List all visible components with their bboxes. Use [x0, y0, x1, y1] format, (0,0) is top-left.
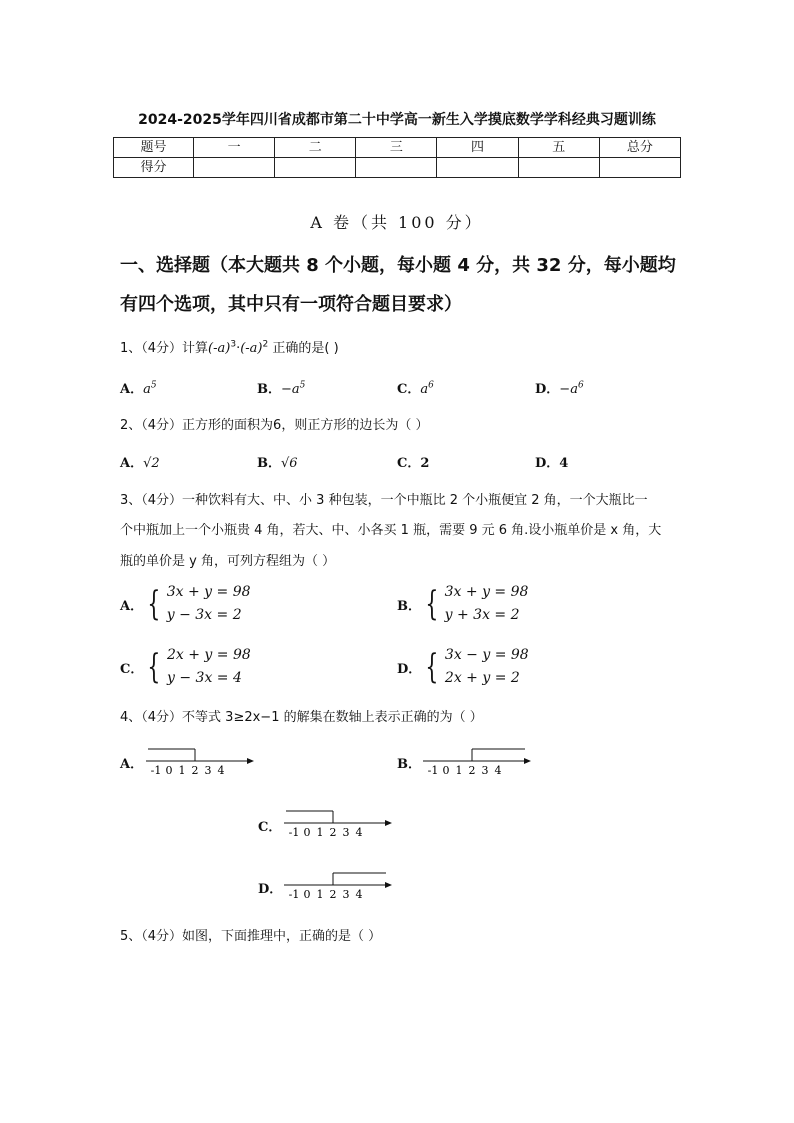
option-label: A． [120, 382, 144, 397]
tick-label: -1 [150, 764, 162, 777]
tick-label: 1 [316, 826, 324, 839]
number-line-svg [282, 806, 402, 840]
equation-1: 2x + y = 98 [167, 647, 251, 663]
question-3-line2: 个中瓶加上一个小瓶贵 4 角，若大、中、小各买 1 瓶，需要 9 元 6 角.设小瓶单价是 x 角，大 [120, 523, 662, 538]
option-value: 4 [559, 456, 569, 471]
q4-option-a-label[interactable]: A． [120, 757, 144, 772]
tick-label: 2 [329, 826, 337, 839]
question-3-line3: 瓶的单价是 y 角，可列方程组为（ ） [120, 554, 336, 569]
q1-suffix: 正确的是( ) [268, 341, 339, 356]
number-line-svg [144, 744, 264, 778]
score-table-header-cell: 四 [437, 138, 518, 158]
question-1 [120, 337, 339, 356]
question-5: 5、（4分）如图，下面推理中，正确的是（ ） [120, 929, 382, 944]
option-base: a [570, 382, 578, 397]
equation-1: 3x + y = 98 [444, 584, 529, 600]
q1-exp-a: 3 [230, 339, 237, 350]
score-table-header-cell: 题号 [114, 138, 194, 158]
tick-label: 2 [329, 888, 337, 901]
document-title: 2024-2025学年四川省成都市第二十中学高一新生入学摸底数学学科经典习题训练 [138, 112, 656, 128]
tick-label: 4 [494, 764, 502, 777]
tick-label: 4 [355, 826, 363, 839]
option-value: √2 [143, 456, 160, 471]
tick-label: 3 [342, 888, 350, 901]
q1-prefix: 1、（4分）计算 [120, 341, 209, 356]
option-base: a [420, 382, 429, 397]
score-cell [518, 158, 599, 178]
tick-label: 1 [316, 888, 324, 901]
q4-number-line-d [282, 868, 402, 906]
score-table-score-row [114, 158, 681, 178]
option-label: D． [535, 382, 560, 397]
tick-label: 0 [165, 764, 173, 777]
q2-option-c[interactable] [397, 452, 429, 471]
tick-label: 0 [303, 888, 311, 901]
option-label: B． [257, 456, 281, 471]
score-cell [599, 158, 680, 178]
option-label: D． [397, 661, 422, 677]
option-label: A． [120, 456, 144, 471]
option-label: B． [257, 382, 281, 397]
equation-system [445, 581, 529, 627]
tick-label: 3 [342, 826, 350, 839]
equation-2: y − 3x = 4 [167, 670, 242, 686]
option-label: C． [397, 382, 421, 397]
q2-option-b[interactable] [257, 452, 298, 471]
brace-icon: { [147, 584, 161, 624]
option-exp: 5 [299, 380, 306, 391]
brace-icon: { [425, 584, 439, 624]
option-value: √6 [281, 456, 298, 471]
score-cell [356, 158, 437, 178]
equation-2: y − 3x = 2 [166, 607, 242, 623]
q2-option-a[interactable] [120, 452, 160, 471]
tick-label: 3 [204, 764, 212, 777]
question-2: 2、（4分）正方形的面积为6，则正方形的边长为（ ） [120, 418, 429, 433]
score-table-header-row [114, 138, 681, 158]
tick-label: 2 [468, 764, 476, 777]
equation-1: 3x + y = 98 [166, 584, 251, 600]
tick-label: -1 [288, 888, 300, 901]
equation-system [167, 581, 251, 627]
arrow-icon [385, 882, 392, 888]
q4-number-line-a [144, 744, 264, 782]
volume-heading: A 卷（共 100 分） [310, 213, 484, 232]
tick-label: 4 [217, 764, 225, 777]
arrow-icon [385, 820, 392, 826]
q4-option-d-label[interactable]: D． [258, 882, 283, 897]
option-label: B． [397, 598, 421, 614]
score-cell [275, 158, 356, 178]
arrow-icon [524, 758, 531, 764]
equation-system [445, 644, 529, 690]
q2-option-d[interactable] [535, 452, 568, 471]
q3-option-a[interactable] [120, 581, 251, 627]
equation-2: y + 3x = 2 [444, 607, 520, 623]
brace-icon: { [425, 647, 439, 687]
score-row-label: 得分 [114, 158, 194, 178]
question-3-line1: 3、（4分）一种饮料有大、中、小 3 种包装，一个中瓶比 2 个小瓶便宜 2 角，一个大瓶比一 [120, 493, 648, 508]
score-table [113, 137, 681, 178]
tick-label: -1 [427, 764, 439, 777]
score-cell [194, 158, 275, 178]
option-base: a [143, 382, 151, 397]
q3-option-d[interactable] [397, 644, 529, 690]
option-sign: − [559, 382, 571, 397]
q4-number-line-c [282, 806, 402, 844]
arrow-icon [247, 758, 254, 764]
score-table-header-cell: 总分 [599, 138, 680, 158]
tick-label: 0 [303, 826, 311, 839]
q1-option-b[interactable] [257, 378, 305, 397]
tick-label: 3 [481, 764, 489, 777]
number-line-svg [421, 744, 541, 778]
q4-option-b-label[interactable]: B． [397, 757, 421, 772]
score-table-header-cell: 五 [518, 138, 599, 158]
score-cell [437, 158, 518, 178]
question-4: 4、（4分）不等式 3≥2x−1 的解集在数轴上表示正确的为（ ） [120, 710, 483, 725]
tick-label: 1 [178, 764, 186, 777]
option-exp: 6 [428, 380, 434, 391]
section-heading-line2: 有四个选项，其中只有一项符合题目要求） [120, 294, 462, 315]
tick-label: -1 [288, 826, 300, 839]
option-value: 2 [420, 456, 430, 471]
option-label: C． [120, 661, 144, 677]
option-sign: − [281, 382, 292, 397]
q1-option-d[interactable] [535, 378, 584, 397]
tick-label: 4 [355, 888, 363, 901]
option-exp: 5 [150, 380, 157, 391]
q4-option-c-label[interactable]: C． [258, 820, 282, 835]
q1-option-a[interactable] [120, 378, 157, 397]
q3-option-c[interactable] [120, 644, 251, 690]
q1-option-c[interactable] [397, 378, 434, 397]
brace-icon: { [147, 647, 161, 687]
number-line-svg [282, 868, 402, 902]
score-table-header-cell: 一 [194, 138, 275, 158]
tick-label: 0 [442, 764, 450, 777]
section-heading-line1: 一、选择题（本大题共 8 个小题，每小题 4 分，共 32 分，每小题均 [120, 255, 676, 276]
q1-expr-b: (-a) [240, 341, 263, 356]
option-base: a [291, 382, 300, 397]
equation-2: 2x + y = 2 [444, 670, 520, 686]
option-exp: 6 [577, 380, 584, 391]
score-table-header-cell: 三 [356, 138, 437, 158]
option-label: D． [535, 456, 560, 471]
q1-expr-a: (-a) [208, 341, 231, 356]
q1-exp-b: 2 [262, 339, 269, 350]
q3-option-b[interactable] [397, 581, 528, 627]
equation-system [167, 644, 251, 690]
q1-dot: · [236, 341, 241, 356]
tick-label: 2 [191, 764, 199, 777]
option-label: C． [397, 456, 421, 471]
q4-number-line-b [421, 744, 541, 782]
option-label: A． [120, 598, 144, 614]
equation-1: 3x − y = 98 [444, 647, 529, 663]
score-table-header-cell: 二 [275, 138, 356, 158]
tick-label: 1 [455, 764, 463, 777]
